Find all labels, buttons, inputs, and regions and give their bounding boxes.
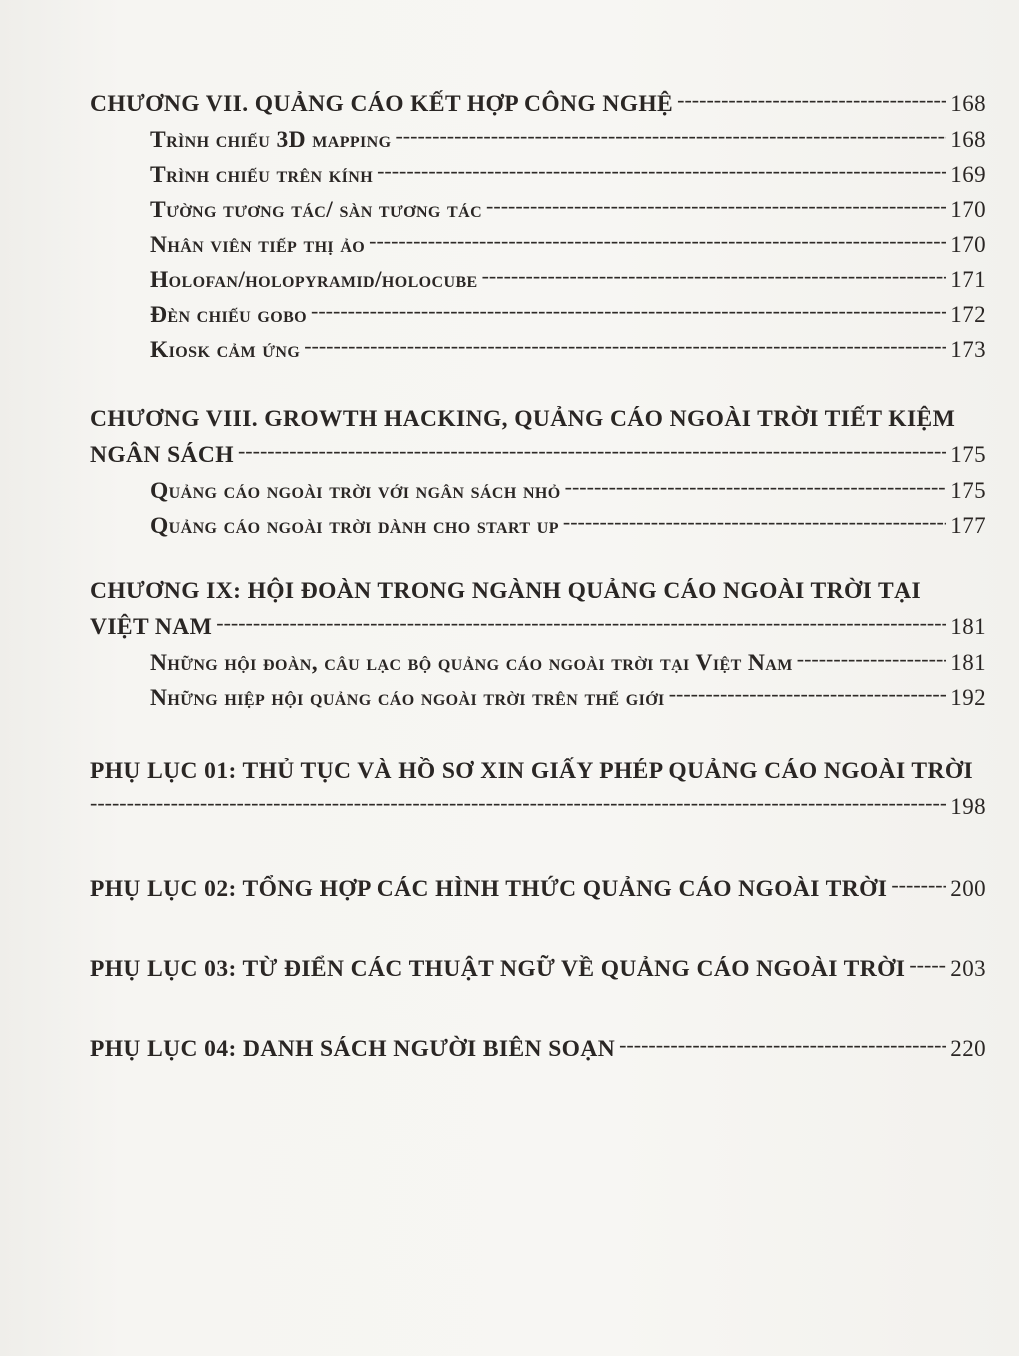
appendix-title: PHỤ LỤC 03: TỪ ĐIỂN CÁC THUẬT NGỮ VỀ QUẢNG CÁO NGOÀI TRỜI (90, 956, 906, 982)
dot-leader (486, 188, 946, 223)
page-number: 172 (950, 302, 986, 327)
dot-leader (311, 293, 946, 328)
toc-appendix-2 (90, 871, 986, 907)
dot-leader (369, 223, 946, 258)
toc-entry (90, 871, 986, 907)
page-number: 169 (950, 162, 986, 187)
page-number: 177 (950, 513, 986, 538)
toc-chapter-9 (90, 573, 986, 715)
page-number: 192 (950, 685, 986, 710)
page-number: 175 (950, 442, 986, 467)
toc-subentry (90, 508, 986, 543)
dot-leader (909, 947, 946, 983)
page-number: 198 (950, 794, 986, 819)
page-number: 181 (950, 650, 986, 675)
toc-subentry (90, 157, 986, 192)
chapter-title: CHƯƠNG IX: HỘI ĐOÀN TRONG NGÀNH QUẢNG CÁO NGOÀI TRỜI TẠI (90, 578, 922, 604)
subentry-title: Quảng cáo ngoài trời dành cho start up (150, 513, 559, 539)
page-number: 168 (950, 127, 986, 152)
toc-subentry (90, 297, 986, 332)
dot-leader (90, 785, 946, 821)
spacer (90, 543, 986, 573)
toc-subentry (90, 332, 986, 367)
page-number: 168 (950, 91, 986, 116)
toc-chapter-8 (90, 401, 986, 543)
chapter-title-continued: NGÂN SÁCH (90, 442, 234, 468)
page-number: 181 (950, 614, 986, 639)
spacer (90, 987, 986, 1031)
toc-entry (90, 951, 986, 987)
subentry-title: Tường tương tác/ sàn tương tác (150, 197, 483, 223)
toc-appendix-3 (90, 951, 986, 987)
subentry-title: Trình chiếu trên kính (150, 162, 374, 188)
toc-subentry (90, 473, 986, 508)
subentry-title: Những hội đoàn, câu lạc bộ quảng cáo ngoài trời tại Việt Nam (150, 650, 793, 676)
toc-entry (90, 86, 986, 122)
spacer (90, 367, 986, 401)
dot-leader (238, 433, 946, 469)
subentry-title: Kiosk cảm ứng (150, 337, 301, 363)
subentry-title: Holofan/holopyramid/holocube (150, 267, 478, 293)
toc-chapter-7 (90, 86, 986, 367)
toc-subentry (90, 192, 986, 227)
page-number: 203 (950, 956, 986, 981)
dot-leader (563, 504, 946, 539)
toc-subentry (90, 680, 986, 715)
chapter-title: CHƯƠNG VIII. GROWTH HACKING, QUẢNG CÁO NGOÀI TRỜI TIẾT KIỆM (90, 406, 956, 432)
dot-leader (677, 82, 946, 118)
page-number: 170 (950, 232, 986, 257)
table-of-contents (90, 86, 986, 1067)
appendix-title: PHỤ LỤC 04: DANH SÁCH NGƯỜI BIÊN SOẠN (90, 1036, 616, 1062)
appendix-title: PHỤ LỤC 01: THỦ TỤC VÀ HỒ SƠ XIN GIẤY PHÉP QUẢNG CÁO NGOÀI TRỜI (90, 758, 974, 784)
dot-leader (377, 153, 946, 188)
dot-leader (565, 469, 947, 504)
dot-leader (304, 328, 946, 363)
chapter-title-continued: VIỆT NAM (90, 614, 213, 640)
page-number: 171 (950, 267, 986, 292)
toc-appendix-1 (90, 753, 986, 825)
toc-entry (90, 437, 986, 473)
subentry-title: Đèn chiếu gobo (150, 302, 308, 328)
dot-leader (482, 258, 947, 293)
spacer (90, 907, 986, 951)
toc-entry (90, 789, 986, 825)
chapter-title: CHƯƠNG VII. QUẢNG CÁO KẾT HỢP CÔNG NGHỆ (90, 91, 674, 117)
page-number: 200 (950, 876, 986, 901)
appendix-title: PHỤ LỤC 02: TỔNG HỢP CÁC HÌNH THỨC QUẢNG CÁO NGOÀI TRỜI (90, 876, 888, 902)
page-number: 170 (950, 197, 986, 222)
spacer (90, 715, 986, 753)
dot-leader (216, 605, 946, 641)
page-number: 175 (950, 478, 986, 503)
subentry-title: Nhân viên tiếp thị ảo (150, 232, 366, 258)
subentry-title: Những hiệp hội quảng cáo ngoài trời trên thế giới (150, 685, 665, 711)
dot-leader (797, 641, 947, 676)
page-number: 220 (950, 1036, 986, 1061)
toc-subentry (90, 262, 986, 297)
page-number: 173 (950, 337, 986, 362)
toc-entry (90, 609, 986, 645)
subentry-title: Quảng cáo ngoài trời với ngân sách nhỏ (150, 478, 561, 504)
toc-subentry (90, 645, 986, 680)
subentry-title: Trình chiếu 3D mapping (150, 127, 392, 153)
toc-entry (90, 1031, 986, 1067)
dot-leader (891, 867, 946, 903)
dot-leader (395, 118, 946, 153)
toc-subentry (90, 227, 986, 262)
toc-appendix-4 (90, 1031, 986, 1067)
dot-leader (669, 676, 947, 711)
toc-subentry (90, 122, 986, 157)
dot-leader (619, 1027, 946, 1063)
spacer (90, 825, 986, 871)
